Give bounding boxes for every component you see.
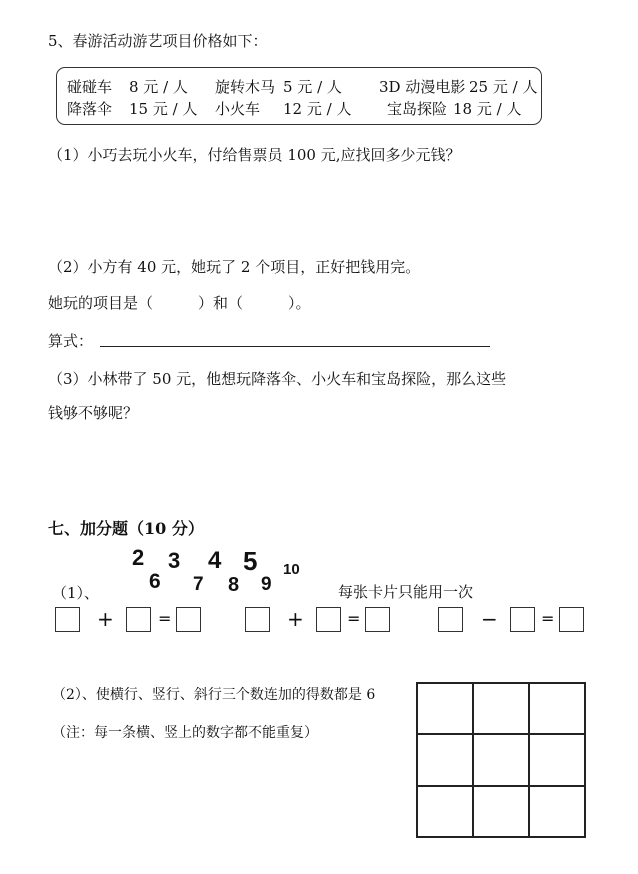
card-number: 5 <box>243 546 258 576</box>
answer-box[interactable] <box>245 607 270 632</box>
q5-sub1: （1）小巧去玩小火车，付给售票员 100 元,应找回多少元钱？ <box>48 146 461 164</box>
answer-box[interactable] <box>176 607 201 632</box>
minus-operator: − <box>481 607 498 631</box>
grid-cell[interactable] <box>473 683 529 734</box>
price-item-name: 3D 动漫电影 <box>379 78 466 96</box>
grid-cell[interactable] <box>473 786 529 837</box>
card-number: 9 <box>261 574 272 595</box>
price-item-price: 15 元 / 人 <box>129 100 198 118</box>
equals-sign: = <box>541 609 555 628</box>
answer-box[interactable] <box>438 607 463 632</box>
grid-cell[interactable] <box>417 683 473 734</box>
plus-operator: + <box>97 607 114 631</box>
equals-sign: = <box>347 609 361 628</box>
equals-sign: = <box>158 609 172 628</box>
grid-cell[interactable] <box>529 786 585 837</box>
answer-box[interactable] <box>316 607 341 632</box>
price-item-price: 18 元 / 人 <box>453 100 522 118</box>
q5-heading: 5、春游活动游艺项目价格如下： <box>48 32 268 50</box>
answer-box[interactable] <box>510 607 535 632</box>
part1-label: （1）、 <box>52 584 100 602</box>
price-item-name: 降落伞 <box>67 100 113 118</box>
price-table <box>56 67 542 125</box>
price-item-name: 碰碰车 <box>67 78 113 96</box>
q5-formula-label: 算式： <box>48 332 94 350</box>
price-item-name: 小火车 <box>215 100 261 118</box>
grid-cell[interactable] <box>473 734 529 785</box>
price-item-price: 8 元 / 人 <box>129 78 188 96</box>
q5-sub2-fill: 她玩的项目是（ ）和（ ）。 <box>48 294 311 312</box>
answer-box[interactable] <box>55 607 80 632</box>
grid-cell[interactable] <box>529 734 585 785</box>
plus-operator: + <box>287 607 304 631</box>
answer-box[interactable] <box>559 607 584 632</box>
magic-square-grid <box>416 682 586 838</box>
card-number: 2 <box>132 545 145 570</box>
q5-sub3-line2: 钱够不够呢？ <box>48 404 139 422</box>
card-number: 8 <box>228 574 240 596</box>
card-number: 3 <box>168 548 181 573</box>
grid-cell[interactable] <box>529 683 585 734</box>
card-number: 6 <box>149 570 161 593</box>
price-item-price: 25 元 / 人 <box>469 78 538 96</box>
section7-heading: 七、加分题（10 分） <box>48 519 204 538</box>
part2-note: （注：每一条横、竖上的数字都不能重复） <box>52 725 318 741</box>
card-note: 每张卡片只能用一次 <box>338 583 474 601</box>
grid-cell[interactable] <box>417 734 473 785</box>
price-item-name: 旋转木马 <box>215 78 276 96</box>
card-number: 7 <box>193 574 204 595</box>
price-item-name: 宝岛探险 <box>387 100 448 118</box>
price-item-price: 12 元 / 人 <box>283 100 352 118</box>
card-number: 4 <box>208 547 222 574</box>
answer-box[interactable] <box>126 607 151 632</box>
formula-answer-line <box>100 346 490 347</box>
q5-sub2: （2）小方有 40 元，她玩了 2 个项目，正好把钱用完。 <box>48 258 421 276</box>
price-item-price: 5 元 / 人 <box>283 78 342 96</box>
part2-instruction: （2）、使横行、竖行、斜行三个数连加的得数都是 6 <box>52 687 376 703</box>
grid-cell[interactable] <box>417 786 473 837</box>
answer-box[interactable] <box>365 607 390 632</box>
card-number: 10 <box>283 561 300 578</box>
q5-sub3-line1: （3）小林带了 50 元，他想玩降落伞、小火车和宝岛探险，那么这些 <box>48 370 507 388</box>
